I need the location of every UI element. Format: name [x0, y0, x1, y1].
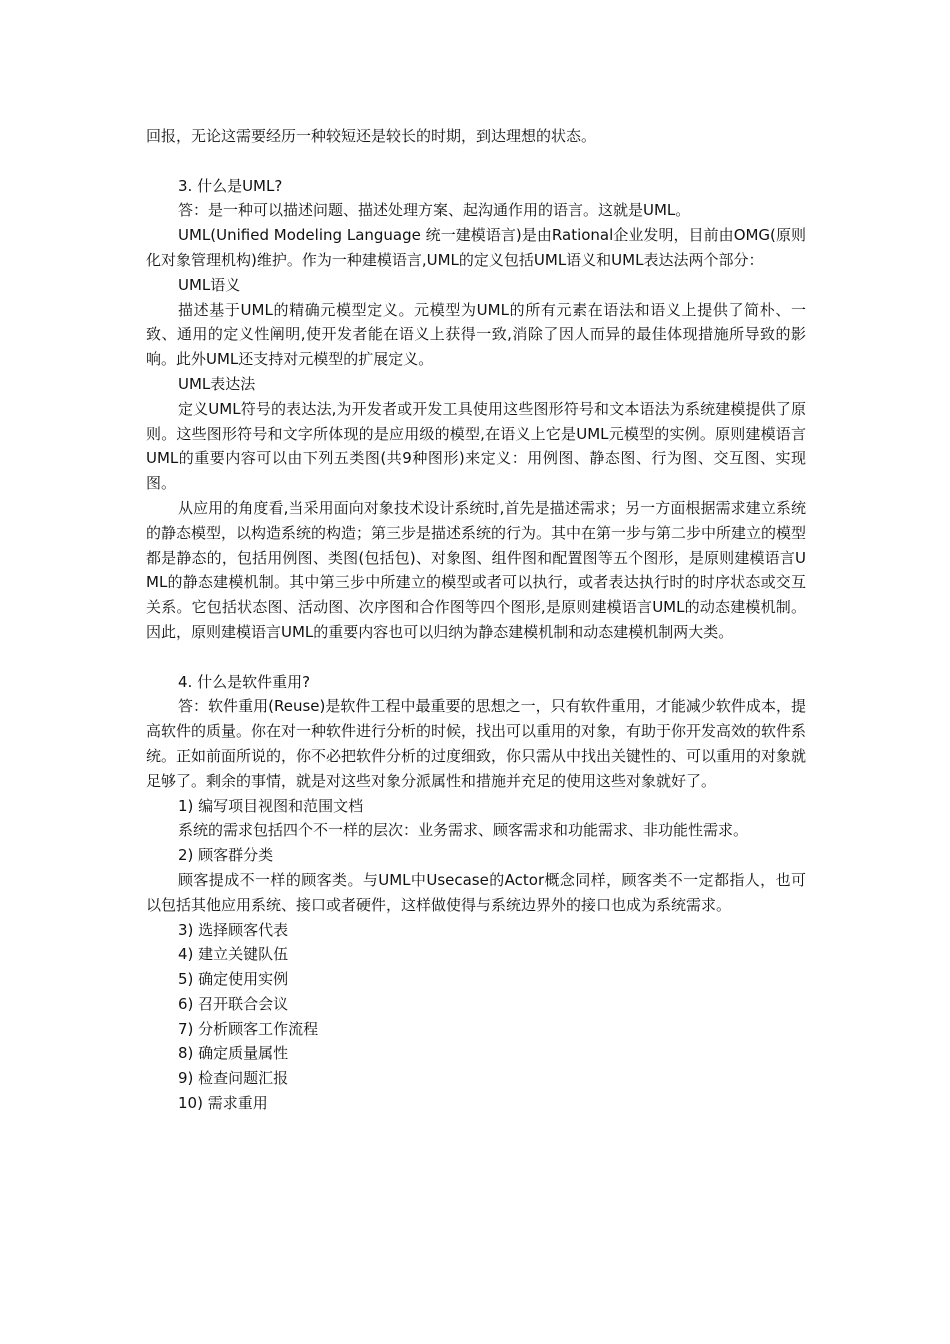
- list-item: 4) 建立关键队伍: [178, 945, 289, 964]
- intro-paragraph: 回报，无论这需要经历一种较短还是较长的时期，到达理想的状态。: [146, 127, 597, 145]
- uml-notation-paragraph: 定义UML符号的表达法,为开发者或开发工具使用这些图形符号和文本语法为系统建模提供了原则。这些图形符号和文字所体现的是应用级的模型,在语义上它是UML元模型的实例。原则建模语言UML的重要内容可以由下列五类图(共9种图形)来定义：用例图、静态图、行为图、交互图、实现图。: [146, 399, 806, 493]
- list-item: 9) 检查问题汇报: [178, 1069, 289, 1088]
- uml-notation-title: UML表达法: [178, 374, 256, 393]
- spacer: [146, 149, 806, 174]
- spacer: [146, 645, 806, 670]
- section-3-answer: 答：是一种可以描述问题、描述处理方案、起沟通作用的语言。这就是UML。: [178, 201, 691, 220]
- list-item: 10) 需求重用: [178, 1094, 268, 1113]
- list-item: 1) 编写项目视图和范围文档: [178, 796, 364, 815]
- uml-semantics-paragraph: 描述基于UML的精确元模型定义。元模型为UML的所有元素在语法和语义上提供了简朴、一致、通用的定义性阐明,使开发者能在语义上获得一致,消除了因人而异的最佳体现措施所导致的影响。此外UML还支持对元模型的扩展定义。: [146, 300, 806, 369]
- list-item: 3) 选择顾客代表: [178, 920, 289, 939]
- section-4-heading: 4. 什么是软件重用?: [178, 672, 311, 691]
- list-item-description: 系统的需求包括四个不一样的层次：业务需求、顾客需求和功能需求、非功能性需求。: [178, 821, 749, 840]
- uml-semantics-title: UML语义: [178, 275, 241, 294]
- list-item: 2) 顾客群分类: [178, 846, 274, 865]
- list-item-description: 顾客提成不一样的顾客类。与UML中Usecase的Actor概念同样，顾客类不一定都指人，也可以包括其他应用系统、接口或者硬件，这样做使得与系统边界外的接口也成为系统需求。: [146, 870, 806, 914]
- document-page: [146, 124, 806, 1116]
- section-3-heading: 3. 什么是UML?: [178, 176, 283, 195]
- uml-definition-paragraph: UML(Unified Modeling Language 统一建模语言)是由Rational企业发明，目前由OMG(原则化对象管理机构)维护。作为一种建模语言,UML的定义包括UML语义和UML表达法两个部分：: [146, 226, 806, 269]
- list-item: 7) 分析顾客工作流程: [178, 1019, 319, 1038]
- list-item: 6) 召开联合会议: [178, 994, 289, 1013]
- uml-application-paragraph: 从应用的角度看,当采用面向对象技术设计系统时,首先是描述需求；另一方面根据需求建立系统的静态模型，以构造系统的构造；第三步是描述系统的行为。其中在第一步与第二步中所建立的模型都是静态的，包括用例图、类图(包括包)、对象图、组件图和配置图等五个图形，是原则建模语言UML的静态建模机制。其中第三步中所建立的模型或者可以执行，或者表达执行时的时序状态或交互关系。它包括状态图、活动图、次序图和合作图等四个图形,是原则建模语言UML的动态建模机制。因此，原则建模语言UML的重要内容也可以归纳为静态建模机制和动态建模机制两大类。: [146, 498, 807, 641]
- list-item: 5) 确定使用实例: [178, 970, 289, 989]
- list-item: 8) 确定质量属性: [178, 1044, 289, 1063]
- section-4-answer: 答：软件重用(Reuse)是软件工程中最重要的思想之一，只有软件重用，才能减少软件成本，提高软件的质量。你在对一种软件进行分析的时候，找出可以重用的对象，有助于你开发高效的软件系统。正如前面所说的，你不必把软件分析的过度细致，你只需从中找出关键性的、可以重用的对象就足够了。剩余的事情，就是对这些对象分派属性和措施并充足的使用这些对象就好了。: [146, 697, 807, 790]
